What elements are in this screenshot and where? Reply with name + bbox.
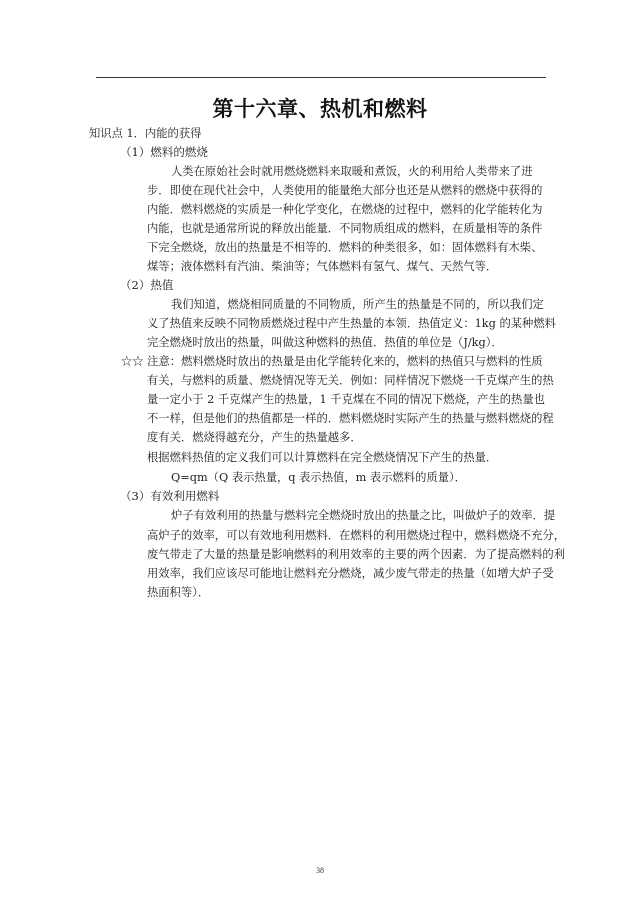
paragraph-line: 人类在原始社会时就用燃烧燃料来取暖和煮饭，火的利用给人类带来了进 (171, 165, 533, 178)
paragraph-line: 下完全燃烧，放出的热量是不相等的．燃料的种类很多，如：固体燃料有木柴、 (147, 241, 543, 254)
note-line: ☆☆ 注意：燃料燃烧时放出的热量是由化学能转化来的，燃料的热值只与燃料的性质 (121, 355, 543, 368)
section-heading-combustion: （1）燃料的燃烧 (120, 145, 208, 159)
knowledge-point-heading: 知识点 1．内能的获得 (89, 127, 202, 140)
paragraph-line: 内能．燃料燃烧的实质是一种化学变化，在燃烧的过程中，燃料的化学能转化为 (147, 203, 543, 216)
paragraph-line: 热面积等）． (147, 586, 210, 599)
paragraph-line: 高炉子的效率，可以有效地利用燃料．在燃料的利用燃烧过程中，燃料燃烧不充分， (147, 529, 565, 542)
paragraph-line: 内能，也就是通常所说的释放出能量．不同物质组成的燃料，在质量相等的条件 (147, 222, 543, 235)
section-heading-efficient-use: （3）有效利用燃料 (120, 489, 220, 503)
paragraph-line: 煤等；液体燃料有汽油、柴油等；气体燃料有氢气、煤气、天然气等． (147, 260, 498, 273)
note-line: 量一定小于 2 千克煤产生的热量，1 千克煤在不同的情况下燃烧，产生的热量也 (147, 393, 545, 406)
chapter-title: 第十六章、热机和燃料 (212, 97, 428, 121)
note-line: 不一样，但是他们的热值都是一样的．燃料燃烧时实际产生的热量与燃料燃烧的程 (147, 412, 554, 425)
formula-line: Q=qm（Q 表示热量，q 表示热值，m 表示燃料的质量）． (171, 471, 466, 484)
paragraph-line: 步．即使在现代社会中，人类使用的能量绝大部分也还是从燃料的燃烧中获得的 (147, 184, 543, 197)
paragraph-line: 我们知道，燃烧相同质量的不同物质，所产生的热量是不同的，所以我们定 (171, 298, 544, 311)
paragraph-line: 用效率，我们应该尽可能地让燃料充分燃烧，减少废气带走的热量（如增大炉子受 (147, 567, 554, 580)
paragraph-line: 完全燃烧时放出的热量，叫做这种燃料的热值．热值的单位是（J/kg）． (147, 336, 503, 349)
note-line: 度有关．燃烧得越充分，产生的热量越多． (147, 431, 362, 444)
note-line: 根据燃料热值的定义我们可以计算燃料在完全燃烧情况下产生的热量． (147, 451, 498, 464)
paragraph-line: 炉子有效利用的热量与燃料完全燃烧时放出的热量之比，叫做炉子的效率．提 (171, 509, 556, 522)
note-line: 有关，与燃料的质量、燃烧情况等无关．例如：同样情况下燃烧一千克煤产生的热 (147, 374, 554, 387)
paragraph-line: 义了热值来反映不同物质燃烧过程中产生热量的本领．热值定义：1kg 的某种燃料 (147, 317, 556, 330)
paragraph-line: 废气带走了大量的热量是影响燃料的利用效率的主要的两个因素．为了提高燃料的利 (147, 548, 565, 561)
page-number: 38 (316, 866, 324, 875)
section-heading-heat-value: （2）热值 (120, 278, 174, 292)
header-rule (96, 77, 546, 78)
